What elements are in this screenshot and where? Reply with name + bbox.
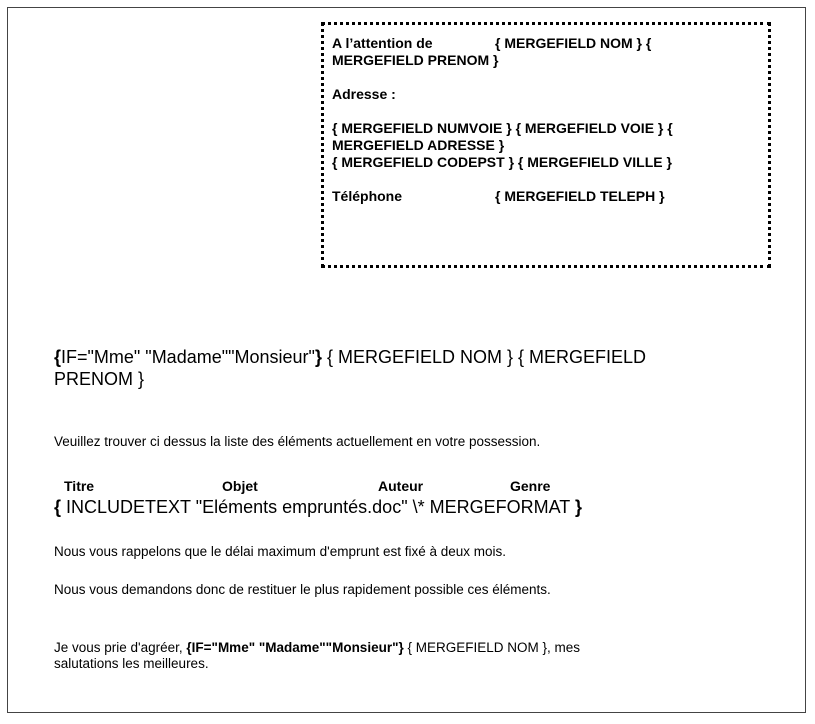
salutation-if-field: IF="Mme" "Madame""Monsieur" (61, 347, 315, 367)
salutation-open-brace: { (54, 347, 62, 367)
closing-paragraph (54, 640, 754, 672)
address-label: Adresse : (332, 86, 396, 102)
col-genre: Genre (510, 478, 551, 494)
col-objet: Objet (222, 478, 258, 494)
includetext-field (54, 496, 582, 518)
col-auteur: Auteur (378, 478, 424, 494)
phone-block (332, 188, 760, 205)
closing-line-2: salutations les meilleures. (54, 656, 209, 671)
salutation-field (54, 346, 754, 390)
reminder-paragraph: Nous vous rappelons que le délai maximum d'emprunt est fixé à deux mois. (54, 544, 507, 559)
address-line-2: MERGEFIELD ADRESSE } (332, 137, 505, 153)
address-line-3: { MERGEFIELD CODEPST } { MERGEFIELD VILLE } (332, 154, 672, 170)
phone-label: Téléphone (332, 188, 403, 204)
col-titre: Titre (64, 478, 95, 494)
closing-prefix: Je vous prie d'agréer, (54, 640, 187, 655)
intro-paragraph: Veuillez trouver ci dessus la liste des éléments actuellement en votre possession. (54, 434, 541, 449)
attention-field: { MERGEFIELD NOM } { (495, 35, 652, 51)
attention-block (332, 35, 760, 69)
address-block (332, 120, 760, 171)
attention-field-continued: MERGEFIELD PRENOM } (332, 52, 499, 68)
salutation-merge-fields: { MERGEFIELD NOM } { MERGEFIELD (321, 347, 647, 367)
closing-if-field: {IF="Mme" "Madame""Monsieur"} (186, 640, 404, 655)
phone-field: { MERGEFIELD TELEPH } (495, 188, 665, 204)
closing-merge-field: { MERGEFIELD NOM } (403, 640, 548, 655)
salutation-close-brace: } (314, 347, 322, 367)
salutation-line-2: PRENOM } (54, 369, 145, 389)
include-open-brace: { (54, 497, 62, 517)
closing-suffix: , mes (547, 640, 581, 655)
include-text: INCLUDETEXT "Eléments empruntés.doc" \* MERGEFORMAT (61, 497, 575, 517)
recipient-address-box (321, 22, 771, 268)
include-close-brace: } (574, 497, 582, 517)
document-page (7, 7, 806, 713)
attention-label: A l’attention de (332, 35, 433, 51)
address-line-1: { MERGEFIELD NUMVOIE } { MERGEFIELD VOIE } { (332, 120, 673, 136)
request-paragraph: Nous vous demandons donc de restituer le plus rapidement possible ces éléments. (54, 582, 551, 597)
